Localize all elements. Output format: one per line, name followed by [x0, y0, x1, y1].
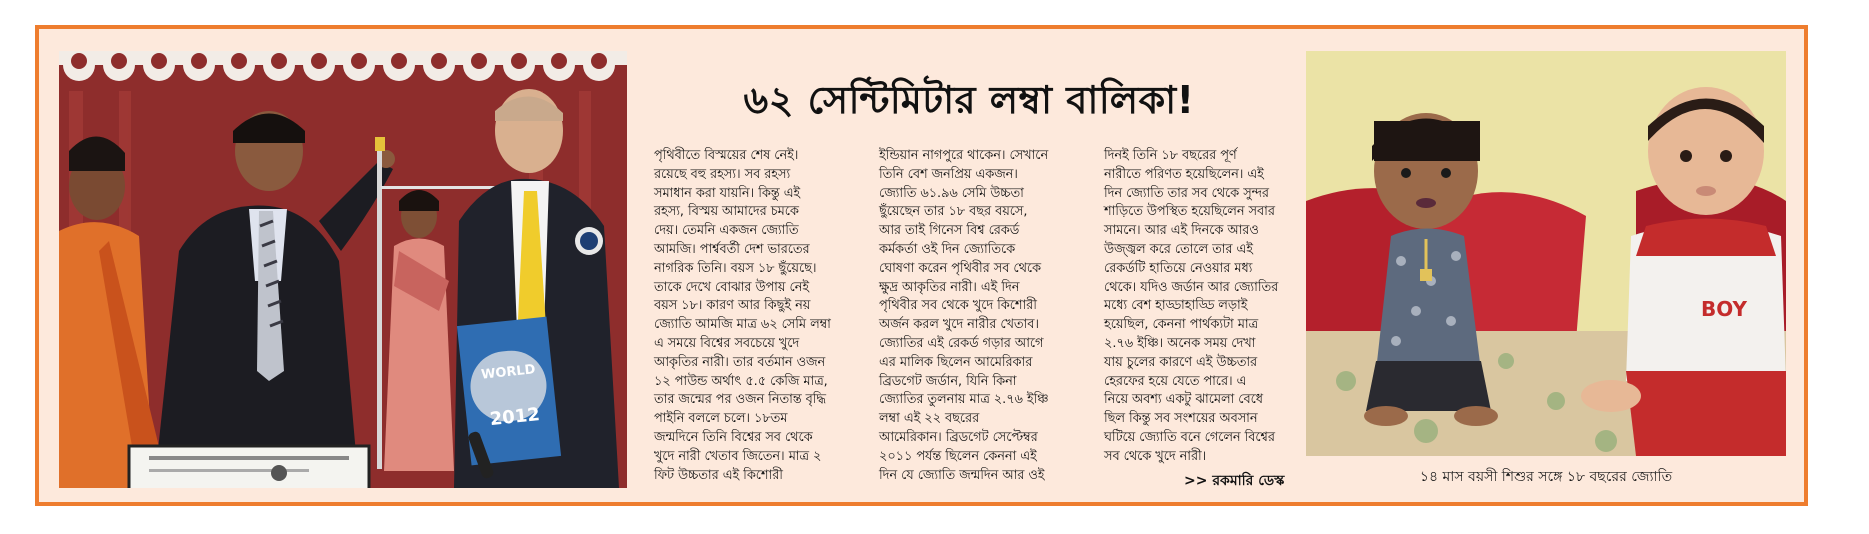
text-line: ঘটিয়ে জ্যোতি বনে গেলেন বিশ্বের	[1104, 429, 1275, 445]
text-line: শাড়িতে উপস্থিত হয়েছিলেন সবার	[1104, 204, 1275, 220]
text-line: রেকর্ডটি হাতিয়ে নেওয়ার মধ্য	[1104, 260, 1253, 276]
text-line: দিন জ্যোতি তার সব থেকে সুন্দর	[1104, 185, 1269, 201]
text-line: আকৃতির নারী। তার বর্তমান ওজন	[654, 354, 826, 370]
text-line: উজ্জ্বল করে তোলে তার এই	[1104, 241, 1253, 257]
text-line: জ্যোতি আমজি মাত্র ৬২ সেমি লম্বা	[654, 317, 831, 333]
headline: ৬২ সেন্টিমিটার লম্বা বালিকা!	[743, 78, 1195, 122]
text-line: সব থেকে খুদে নারী।	[1104, 448, 1207, 464]
text-line: আমেরিকান। ব্রিডগেট সেপ্টেম্বর	[879, 429, 1038, 445]
text-line: রহস্য, বিস্ময় আমাদের চমকে	[654, 204, 799, 220]
article-column-2	[879, 147, 1084, 485]
text-line: এ সময়ে বিশ্বের সবচেয়ে খুদে	[654, 335, 800, 351]
photo-caption: ১৪ মাস বয়সী শিশুর সঙ্গে ১৮ বছরের জ্যোতি	[1419, 469, 1673, 485]
text-line: ছিল কিন্তু সব সংশয়ের অবসান	[1104, 411, 1258, 427]
text-line: হয়েছিল, কেননা পার্থক্যটা মাত্র	[1104, 317, 1259, 333]
text-line: লম্বা এই ২২ বছরের	[879, 411, 980, 427]
text-line: দিন যে জ্যোতি জন্মদিন আর ওই	[879, 467, 1045, 483]
text-line: ২০১১ পর্যন্ত ছিলেন কেননা এই	[879, 448, 1037, 464]
text-line: ঘোষণা করেন পৃথিবীর সব থেকে	[879, 260, 1041, 276]
text-line: পৃথিবীতে বিস্ময়ের শেষ নেই।	[654, 148, 799, 163]
book-year: 2012	[488, 403, 541, 431]
shirt-text: BOY	[1701, 297, 1748, 321]
text-line: খুদে নারী খেতাব জিতেন। মাত্র ২	[654, 448, 822, 464]
text-line: তাকে দেখে বোঝার উপায় নেই	[654, 279, 809, 295]
article-frame	[35, 25, 1808, 506]
text-line: ব্রিডগেট জর্ডান, যিনি কিনা	[879, 373, 1017, 389]
text-line: তিনি বেশ জনপ্রিয় একজন।	[879, 166, 1018, 182]
text-line: ইন্ডিয়ান নাগপুরে থাকেন। সেখানে	[879, 148, 1049, 163]
text-line: দেয়। তেমনি একজন জ্যোতি	[654, 223, 799, 239]
text-line: জন্মদিনে তিনি বিশ্বের সব থেকে	[654, 429, 813, 445]
text-line: আর তাই গিনেস বিশ্ব রেকর্ড	[879, 223, 1020, 239]
text-line: ছুঁয়েছেন তার ১৮ বছর বয়সে,	[879, 204, 1028, 220]
text-line: ক্ষুদ্র আকৃতির নারী। এই দিন	[879, 279, 1020, 295]
text-line: হেরফের হয়ে যেতে পারে। এ	[1104, 373, 1247, 389]
text-line: রয়েছে বহু রহস্য। সব রহস্য	[654, 166, 791, 182]
text-line: জ্যোতি ৬১.৯৬ সেমি উচ্চতা	[879, 185, 1024, 201]
photo-jyoti-with-baby	[1306, 51, 1786, 456]
text-line: ২.৭৬ ইঞ্চি। অনেক সময় দেখা	[1104, 335, 1256, 351]
text-line: পাইনি বললে চলে। ১৮তম	[654, 411, 788, 427]
text-line: জ্যোতির তুলনায় মাত্র ২.৭৬ ইঞ্চি	[879, 392, 1049, 408]
text-line: মধ্যে বেশ হাড্ডাহাড্ডি লড়াই	[1104, 298, 1248, 314]
text-line: সামনে। আর এই দিনকে আরও	[1104, 223, 1259, 239]
text-line: নিয়ে অবশ্য একটু ঝামেলা বেধে	[1104, 392, 1263, 408]
text-line: নাগরিক তিনি। বয়স ১৮ ছুঁয়েছে।	[654, 260, 817, 276]
article-column-3	[1104, 147, 1304, 467]
text-line: পৃথিবীর সব থেকে খুদে কিশোরী	[879, 298, 1037, 314]
text-line: অর্জন করল খুদে নারীর খেতাব।	[879, 317, 1039, 333]
text-line: ১২ পাউন্ড অর্থাৎ ৫.৫ কেজি মাত্র,	[654, 373, 828, 389]
text-line: নারীতে পরিণত হয়েছিলেন। এই	[1104, 166, 1264, 182]
text-line: এর মালিক ছিলেন আমেরিকার	[879, 354, 1033, 370]
text-line: জ্যোতির এই রেকর্ড গড়ার আগে	[879, 335, 1044, 351]
text-line: ফিট উচ্চতার এই কিশোরী	[654, 467, 783, 483]
text-line: আমজি। পার্শ্ববর্তী দেশ ভারতের	[654, 241, 810, 257]
byline: >> রকমারি ডেস্ক	[1184, 473, 1285, 489]
text-line: দিনই তিনি ১৮ বছরের পূর্ণ	[1104, 148, 1237, 163]
article-column-1	[654, 147, 859, 485]
text-line: থেকে। যদিও জর্ডান আর জ্যোতির	[1104, 279, 1279, 295]
photo-guinness-ceremony	[59, 51, 627, 488]
text-line: কর্মকর্তা ওই দিন জ্যোতিকে	[879, 241, 1016, 257]
text-line: তার জন্মের পর ওজন নিতান্ত বৃদ্ধি	[654, 392, 826, 408]
text-line: বয়স ১৮। কারণ আর কিছুই নয়	[654, 298, 811, 314]
book-word: WORLD	[480, 362, 537, 383]
text-line: সমাধান করা যায়নি। কিন্তু এই	[654, 185, 801, 201]
text-line: যায় চুলের কারণে এই উচ্চতার	[1104, 354, 1258, 370]
